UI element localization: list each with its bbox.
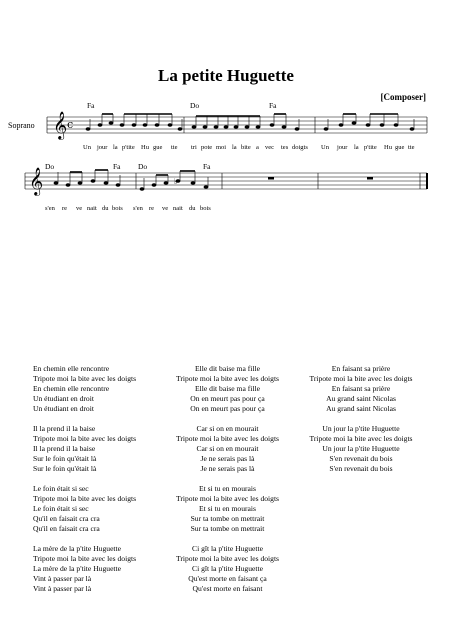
- lyric-syllable: re: [62, 205, 68, 212]
- verse-line: Tripote moi la bite avec les doigts: [33, 434, 137, 443]
- verse-line: Tripote moi la bite avec les doigts: [33, 374, 137, 383]
- verse-stanza: [33, 364, 163, 414]
- verse-line: Il la prend il la baise: [33, 444, 96, 453]
- lyric-syllable: s'en: [133, 205, 143, 212]
- lyric-syllable: Hu: [141, 144, 149, 151]
- chord-symbol: Fa: [87, 101, 95, 110]
- verse-line: Tripote moi la bite avec les doigts: [175, 554, 280, 563]
- instrument-label: Soprano: [8, 121, 35, 130]
- lyric-syllable: bois: [112, 205, 123, 212]
- lyric-syllable: du: [102, 205, 109, 212]
- lyric-syllable: ve: [162, 205, 169, 212]
- chord-symbol: Do: [45, 162, 55, 171]
- lyric-syllable: moi: [216, 144, 227, 151]
- verse-line: Un étudiant en droit: [33, 404, 94, 413]
- lyric-syllable: s'en: [45, 205, 55, 212]
- verse-line: Le foin était si sec: [33, 504, 89, 513]
- lyric-syllable: la: [113, 144, 118, 151]
- verse-line: S'en revenait du bois: [329, 464, 393, 473]
- verse-line: Ci gît la p'tite Huguette: [192, 544, 263, 553]
- verse-section: [0, 364, 452, 634]
- lyric-syllable: du: [189, 205, 196, 212]
- verse-line: La mère de la p'tite Huguette: [33, 564, 122, 573]
- verse-stanza: [165, 424, 290, 474]
- verse-stanza: [165, 484, 290, 534]
- svg-text:♭: ♭: [174, 177, 178, 186]
- verse-line: Tripote moi la bite avec les doigts: [33, 494, 137, 503]
- verse-line: Et si tu en mourais: [199, 484, 256, 493]
- lyric-syllable: la: [354, 144, 359, 151]
- lyric-syllable: bite: [241, 144, 251, 151]
- verse-line: Vint à passer par là: [33, 584, 92, 593]
- verse-line: Au grand saint Nicolas: [326, 404, 396, 413]
- verse-column: [33, 364, 163, 604]
- verse-stanza: [165, 364, 290, 414]
- lyric-syllable: gue: [153, 144, 163, 151]
- chord-symbol: Do: [190, 101, 200, 110]
- page-title: La petite Huguette: [158, 66, 294, 85]
- verse-line: Tripote moi la bite avec les doigts: [175, 374, 280, 383]
- verse-line: Qu'il en faisait cra cra: [33, 524, 100, 533]
- verse-column: [297, 364, 425, 484]
- lyric-syllable: tes: [281, 144, 289, 151]
- verse-line: Un jour la p'tite Huguette: [322, 424, 400, 433]
- verse-line: Un étudiant en droit: [33, 394, 94, 403]
- composer-label: [Composer]: [380, 92, 426, 102]
- verse-line: Qu'est morte en faisant: [192, 584, 263, 593]
- lyric-syllable: pote: [201, 144, 213, 151]
- lyric-syllable: Hu: [384, 144, 392, 151]
- verse-line: Sur le foin qu'était là: [33, 464, 97, 473]
- verse-line: Qu'il en faisait cra cra: [33, 514, 100, 523]
- lyric-syllable: tri: [191, 144, 197, 151]
- lyric-syllable: p'tite: [364, 144, 377, 151]
- lyric-syllable: bois: [200, 205, 211, 212]
- lyric-syllable: re: [149, 205, 155, 212]
- verse-line: Qu'est morte en faisant ça: [188, 574, 267, 583]
- verse-line: Il la prend il la baise: [33, 424, 96, 433]
- verse-line: Sur ta tombe on mettrait: [190, 514, 265, 523]
- verse-line: Vint à passer par là: [33, 574, 92, 583]
- verse-line: Tripote moi la bite avec les doigts: [175, 434, 280, 443]
- verse-line: Au grand saint Nicolas: [326, 394, 396, 403]
- verse-line: Le foin était si sec: [33, 484, 89, 493]
- verse-line: En chemin elle rencontre: [33, 364, 110, 373]
- lyric-syllable: tte: [171, 144, 178, 151]
- verse-line: Tripote moi la bite avec les doigts: [309, 434, 413, 443]
- svg-text:𝄞: 𝄞: [53, 111, 68, 139]
- verse-line: On en meurt pas pour ça: [190, 394, 265, 403]
- verse-line: Je ne serais pas là: [200, 454, 255, 463]
- lyric-syllable: gue: [395, 144, 405, 151]
- chord-symbol: Fa: [269, 101, 277, 110]
- lyric-syllable: vec: [265, 144, 275, 151]
- svg-text:𝄞: 𝄞: [29, 167, 44, 195]
- verse-column: [165, 364, 290, 604]
- verse-line: En faisant sa prière: [331, 364, 391, 373]
- verse-line: Je ne serais pas là: [200, 464, 255, 473]
- verse-line: Elle dit baise ma fille: [195, 384, 260, 393]
- lyric-syllable: nait: [87, 205, 97, 212]
- verse-line: En faisant sa prière: [331, 384, 391, 393]
- verse-line: S'en revenait du bois: [329, 454, 393, 463]
- chord-symbol: Do: [138, 162, 148, 171]
- verse-line: Car si on en mourait: [196, 424, 259, 433]
- verse-line: Un jour la p'tite Huguette: [322, 444, 400, 453]
- verse-stanza: [165, 544, 290, 594]
- lyric-syllable: la: [232, 144, 237, 151]
- verse-line: En chemin elle rencontre: [33, 384, 110, 393]
- verse-stanza: [297, 424, 425, 474]
- lyric-syllable: jour: [97, 144, 108, 151]
- lyric-syllable: jour: [337, 144, 348, 151]
- verse-line: Sur le foin qu'était là: [33, 454, 97, 463]
- verse-stanza: [33, 484, 163, 534]
- verse-line: Tripote moi la bite avec les doigts: [309, 374, 413, 383]
- lyric-syllable: a: [256, 144, 259, 151]
- verse-stanza: [33, 424, 163, 474]
- lyric-syllable: p'tite: [122, 144, 135, 151]
- verse-line: Tripote moi la bite avec les doigts: [175, 494, 280, 503]
- verse-line: Tripote moi la bite avec les doigts: [33, 554, 137, 563]
- lyric-syllable: doigts: [292, 144, 308, 151]
- verse-stanza: [33, 544, 163, 594]
- verse-line: Elle dit baise ma fille: [195, 364, 260, 373]
- music-score: [0, 0, 452, 240]
- lyric-syllable: nait: [173, 205, 183, 212]
- lyric-syllable: Un: [321, 144, 329, 151]
- chord-symbol: Fa: [113, 162, 121, 171]
- verse-line: On en meurt pas pour ça: [190, 404, 265, 413]
- verse-line: Et si tu en mourais: [199, 504, 256, 513]
- lyric-syllable: tte: [408, 144, 415, 151]
- lyric-syllable: ve: [76, 205, 83, 212]
- verse-stanza: [297, 364, 425, 414]
- svg-text:c: c: [67, 118, 74, 131]
- chord-symbol: Fa: [203, 162, 211, 171]
- verse-line: Car si on en mourait: [196, 444, 259, 453]
- verse-line: La mère de la p'tite Huguette: [33, 544, 122, 553]
- verse-line: Ci gît la p'tite Huguette: [192, 564, 263, 573]
- verse-line: Sur ta tombe on mettrait: [190, 524, 265, 533]
- lyric-syllable: Un: [83, 144, 91, 151]
